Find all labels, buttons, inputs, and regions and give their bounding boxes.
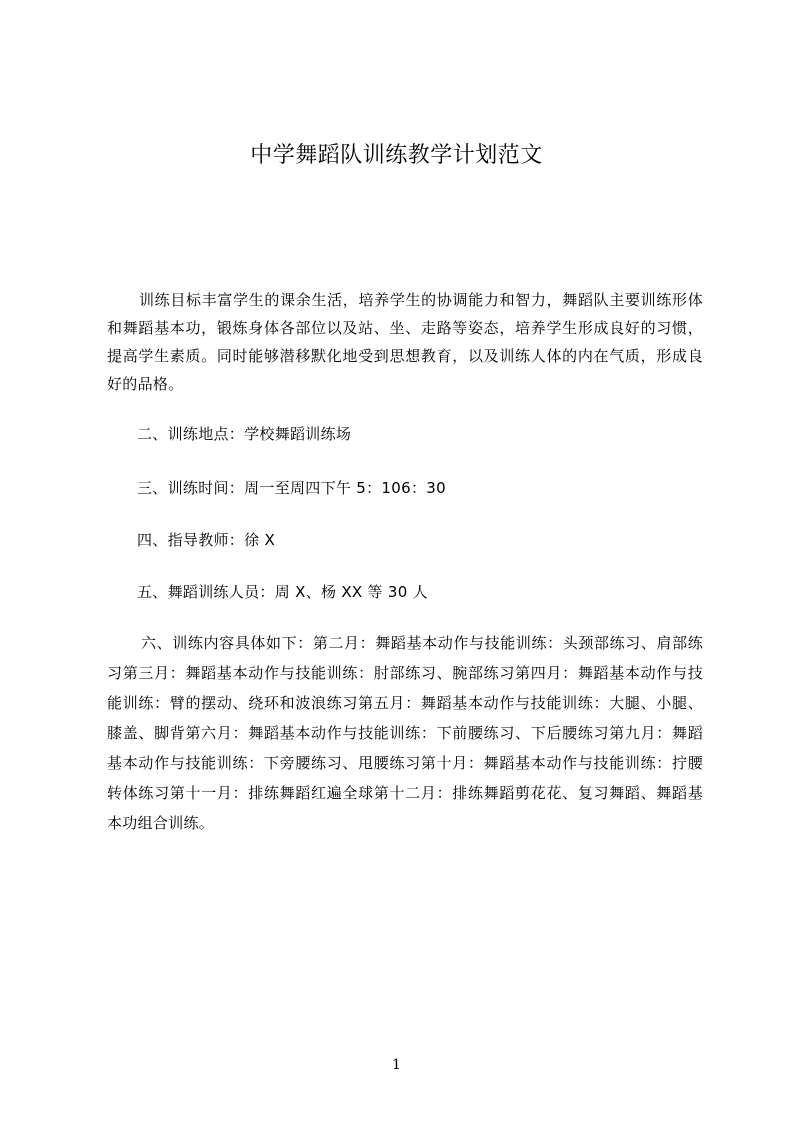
training-content: 六、训练内容具体如下：第二月：舞蹈基本动作与技能训练：头颈部练习、肩部练习第三月：舞蹈基本动作与技能训练：肘部练习、腕部练习第四月：舞蹈基本动作与技能训练：臂的摆动、绕环和波浪练习第五月：舞蹈基本动作与技能训练：大腿、小腿、膝盖、脚背第六月：舞蹈基本动作与技能训练：下前腰练习、下后腰练习第九月：舞蹈基本动作与技能训练：下旁腰练习、甩腰练习第十月：舞蹈基本动作与技能训练：拧腰转体练习第十一月：排练舞蹈红遍全球第十二月：排练舞蹈剪花花、复习舞蹈、舞蹈基本功组合训练。 (107, 634, 703, 832)
page-title: 中学舞蹈队训练教学计划范文 (250, 143, 543, 168)
training-time: 三、训练时间：周一至周四下午 5：106：30 (137, 479, 446, 497)
training-location: 二、训练地点：学校舞蹈训练场 (137, 425, 352, 443)
page-number: 1 (392, 1057, 401, 1073)
intro-paragraph: 训练目标丰富学生的课余生活，培养学生的协调能力和智力，舞蹈队主要训练形体和舞蹈基本功，锻炼身体各部位以及站、坐、走路等姿态，培养学生形成良好的习惯，提高学生素质。同时能够潜移默化地受到思想教育，以及训练人体的内在气质，形成良好的品格。 (107, 291, 703, 393)
training-members: 五、舞蹈训练人员：周 X、杨 XX 等 30 人 (137, 583, 428, 601)
instructor: 四、指导教师：徐 X (137, 531, 276, 549)
